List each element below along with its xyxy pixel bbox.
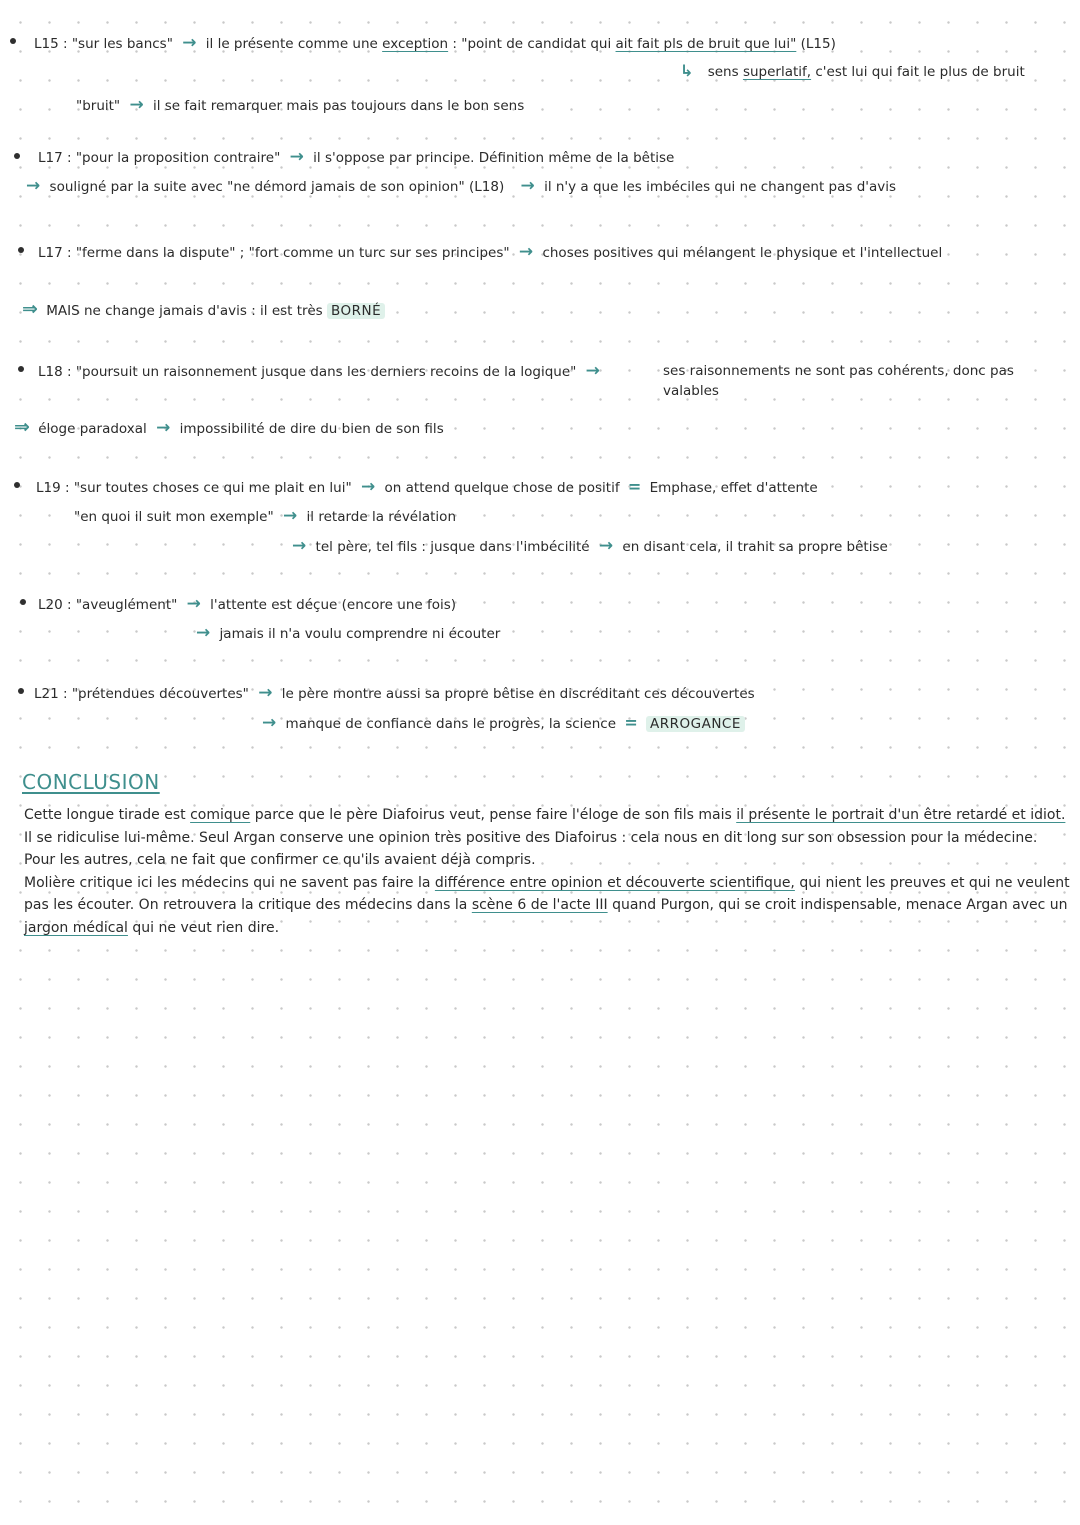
line-ref: L19 :: [36, 480, 70, 496]
note-text: tel père, tel fils : jusque dans l'imbécilité: [315, 539, 590, 555]
underlined-text: scène 6 de l'acte III: [471, 897, 608, 913]
note-text: MAIS ne change jamais d'avis : il est très: [46, 303, 323, 319]
arrow-right-icon: →: [289, 147, 304, 167]
quote: "sur les bancs": [71, 36, 173, 52]
line-ref: L17 :: [38, 245, 72, 261]
note-text: le père montre aussi sa propre bêtise en discréditant ces découvertes: [281, 686, 755, 702]
line-ref: L17 :: [38, 150, 72, 166]
equals-icon: =: [624, 713, 638, 732]
note-text: valables: [663, 383, 719, 399]
text: Molière critique ici les médecins qui ne savent pas faire la: [24, 874, 431, 891]
bullet: [14, 482, 20, 488]
note-l20-line2: [196, 624, 500, 643]
quote: "sur toutes choses ce qui me plait en lui": [73, 480, 352, 496]
quote: "aveuglément": [75, 597, 178, 613]
highlight-arrogance: ARROGANCE: [646, 716, 745, 732]
highlight-borne: BORNÉ: [327, 303, 385, 319]
note-borne: [22, 300, 385, 320]
note-l18-text: [663, 362, 1014, 380]
arrow-right-icon: →: [129, 95, 144, 115]
note-text: : "point de candidat qui: [452, 36, 612, 52]
text: qui nient les preuves et qui ne veulent pas les écouter. On retrouvera la critique des médecins dans la: [24, 874, 1070, 913]
line-ref: L20 :: [38, 597, 72, 613]
bullet: [18, 247, 24, 253]
conclusion-paragraph-2: [24, 872, 1072, 940]
equals-icon: =: [627, 477, 642, 496]
arrow-right-icon: →: [292, 536, 307, 556]
note-bruit: [76, 96, 524, 115]
arrow-right-icon: →: [182, 33, 197, 53]
text: Il se ridiculise lui-même. Seul Argan conserve une opinion très positive des Diafoirus : cela nous en dit long sur son obsession pour la médecine. Pour les autres, cela ne fait que confirmer ce qu'ils avaient déjà compris.: [24, 829, 1038, 868]
note-l15-sub: [680, 62, 1025, 81]
note-text: jamais il n'a voulu comprendre ni écouter: [219, 626, 501, 642]
note-text: (L15): [800, 36, 836, 52]
note-l21: [34, 684, 755, 703]
note-l21-line2: [262, 714, 745, 733]
note-text: choses positives qui mélangent le physique et l'intellectuel: [542, 245, 943, 261]
note-l19-line3: [292, 537, 888, 556]
bullet: [18, 366, 24, 372]
arrow-right-icon: →: [186, 594, 201, 614]
conclusion-title: CONCLUSION: [22, 770, 160, 794]
conclusion-paragraph-1: [24, 804, 1072, 872]
bullet: [10, 38, 16, 44]
line-ref: L21 :: [34, 686, 68, 702]
note-underlined: ait fait pls de bruit que lui": [615, 36, 797, 52]
note-text: il s'oppose par principe. Définition même de la bêtise: [313, 150, 675, 166]
note-text: il retarde la révélation: [306, 509, 456, 525]
bullet: [18, 688, 24, 694]
text: qui ne veut rien dire.: [132, 919, 280, 936]
note-underlined: superlatif,: [742, 64, 812, 80]
note-text: sens: [707, 64, 739, 80]
quote: "prétendues découvertes": [71, 686, 249, 702]
note-l19-line2: [74, 507, 456, 526]
arrow-right-icon: →: [520, 176, 535, 196]
return-arrow-icon: ↳: [680, 61, 694, 80]
quote: "poursuit un raisonnement jusque dans les derniers recoins de la logique": [75, 364, 577, 380]
underlined-text: jargon médical: [24, 919, 128, 936]
note-text: l'attente est déçue (encore une fois): [210, 597, 457, 613]
note-text: il n'y a que les imbéciles qui ne changent pas d'avis: [544, 179, 897, 195]
text: quand Purgon, qui se croit indispensable, menace Argan avec un: [612, 897, 1068, 913]
text: Cette longue tirade est: [24, 807, 186, 823]
arrow-right-icon: →: [262, 713, 277, 733]
arrow-right-icon: →: [196, 623, 211, 643]
note-text: il se fait remarquer mais pas toujours dans le bon sens: [152, 98, 525, 114]
arrow-right-icon: →: [156, 418, 171, 438]
note-text: Emphase, effet d'attente: [649, 480, 818, 496]
conclusion-body: [24, 804, 1072, 939]
double-arrow-icon: ⇒: [22, 298, 38, 320]
note-text: en disant cela, il trahit sa propre bêtise: [622, 539, 888, 555]
note-text: manque de confiance dans le progrès, la science: [285, 716, 617, 732]
arrow-right-icon: →: [283, 506, 298, 526]
bullet: [14, 153, 20, 159]
note-l18-text2: [663, 382, 719, 400]
line-ref: L15 :: [34, 36, 68, 52]
note-l18: [38, 362, 605, 381]
line-ref: L18 :: [38, 364, 72, 380]
note-text: éloge paradoxal: [38, 421, 147, 437]
underlined-text: différence entre opinion et découverte scientifique,: [434, 874, 795, 891]
note-text: ses raisonnements ne sont pas cohérents, donc pas: [663, 363, 1014, 379]
note-text: on attend quelque chose de positif: [384, 480, 620, 496]
quote: "ferme dans la dispute" ; "fort comme un turc sur ses principes": [75, 245, 510, 261]
quote: "bruit": [76, 98, 121, 114]
note-l20: [38, 595, 456, 614]
quote: "pour la proposition contraire": [75, 150, 281, 166]
note-l19: [36, 478, 818, 497]
arrow-right-icon: →: [585, 361, 600, 381]
note-l17a: [38, 148, 674, 167]
arrow-right-icon: →: [598, 536, 614, 556]
note-text: il le présente comme une: [205, 36, 378, 52]
note-underlined: exception: [382, 36, 449, 52]
note-text: c'est lui qui fait le plus de bruit: [815, 64, 1025, 80]
note-text: souligné par la suite avec "ne démord jamais de son opinion" (L18): [49, 179, 505, 195]
arrow-right-icon: →: [26, 176, 41, 196]
note-eloge: [14, 418, 444, 438]
double-arrow-icon: ⇒: [14, 416, 30, 438]
underlined-text: comique: [190, 807, 251, 823]
note-text: impossibilité de dire du bien de son fils: [179, 421, 444, 437]
bullet: [20, 599, 26, 605]
arrow-right-icon: →: [518, 242, 534, 262]
quote: "en quoi il suit mon exemple": [74, 509, 274, 525]
arrow-right-icon: →: [361, 477, 376, 497]
note-l15: [34, 34, 836, 53]
arrow-right-icon: →: [258, 683, 273, 703]
underlined-text: il présente le portrait d'un être retardé et idiot.: [736, 807, 1066, 823]
note-l17b: [38, 243, 942, 262]
note-l17a-line2: [26, 177, 896, 196]
text: parce que le père Diafoirus veut, pense faire l'éloge de son fils mais: [254, 807, 732, 823]
